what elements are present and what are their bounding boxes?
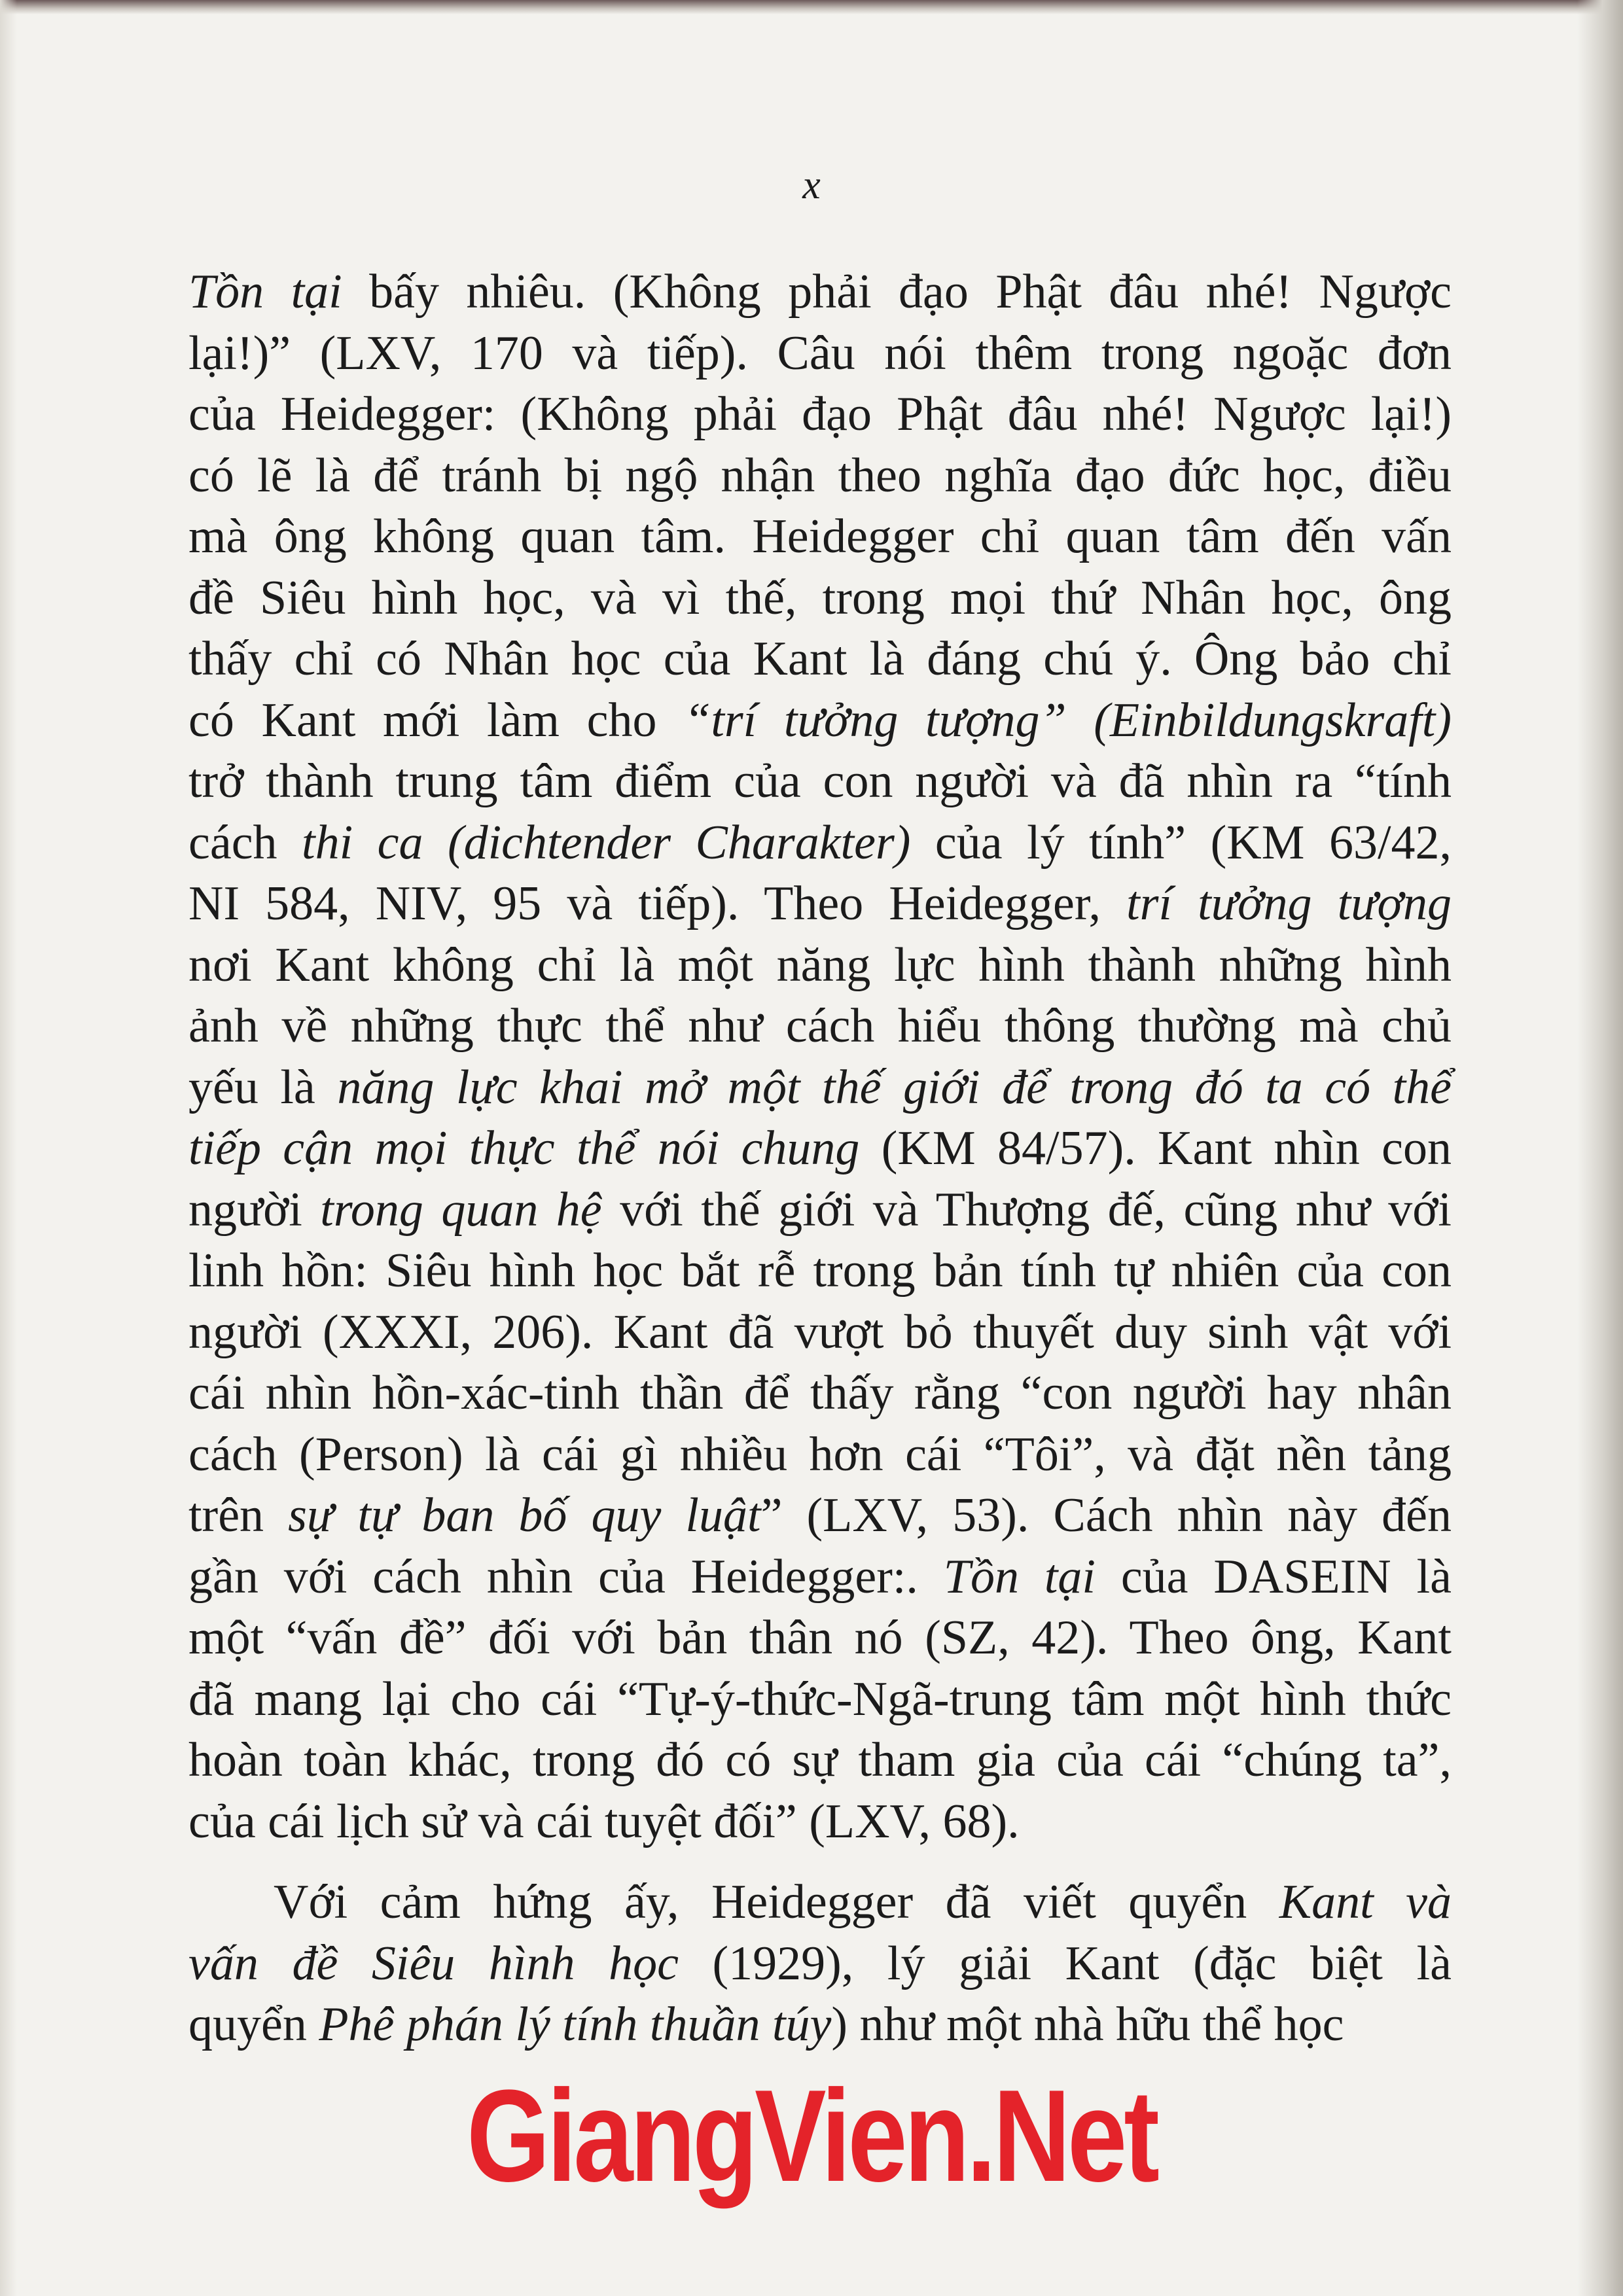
text-segment: ” (LXV, 53). Cách nhìn này đến [760, 1489, 1452, 1542]
text-line [188, 323, 1452, 385]
text-segment: trên [188, 1489, 289, 1542]
text-line [188, 1118, 1452, 1180]
text-line [188, 506, 1452, 568]
text-segment: đề Siêu hình học, và vì thế, trong mọi thứ Nhân học, ông [188, 571, 1452, 625]
page-top-edge [0, 0, 1623, 14]
text-segment: của cái lịch sử và cái tuyệt đối” (LXV, 68). [188, 1794, 1020, 1848]
text-line [188, 1608, 1452, 1669]
page-number: x [802, 163, 821, 207]
text-segment: thấy chỉ có Nhân học của Kant là đáng chú ý. Ông bảo chỉ [188, 632, 1452, 686]
text-segment: ảnh về những thực thể như cách hiểu thông thường mà chủ [188, 999, 1452, 1053]
page-right-edge [1577, 0, 1623, 2296]
text-line [188, 568, 1452, 629]
text-segment: đã mang lại cho cái “Tự-ý-thức-Ngã-trung tâm một hình thức [188, 1672, 1452, 1726]
text-line [188, 1872, 1452, 1934]
paragraph-gap [188, 1852, 1452, 1872]
italic-text: Tồn tại [943, 1549, 1096, 1604]
text-segment: bấy nhiêu. (Không phải đạo Phật đâu nhé! Ngược [342, 265, 1452, 319]
text-segment: mà ông không quan tâm. Heidegger chỉ quan tâm đến vấn [188, 510, 1452, 563]
text-segment: ) như một nhà hữu thể học [831, 1998, 1344, 2051]
text-segment: cách [188, 815, 302, 870]
italic-text: trong quan hệ [320, 1182, 602, 1237]
text-segment: quyển [188, 1998, 319, 2051]
text-segment: linh hồn: Siêu hình học bắt rễ trong bản tính tự nhiên của con [188, 1244, 1452, 1298]
italic-text: Kant và [1279, 1875, 1452, 1929]
italic-text: Tồn tại [188, 265, 342, 319]
text-segment: có lẽ là để tránh bị ngộ nhận theo nghĩa đạo đức học, điều [188, 448, 1452, 503]
text-segment: có Kant mới làm cho [188, 693, 685, 747]
text-line [188, 1547, 1452, 1608]
text-line [188, 1994, 1452, 2056]
paragraph [188, 1872, 1452, 2056]
text-segment: gần với cách nhìn của Heidegger:. [188, 1549, 944, 1604]
italic-text: trí tưởng tượng [1126, 877, 1452, 930]
italic-text: tiếp cận mọi thực thể nói chung [188, 1122, 860, 1175]
text-segment: một “vấn đề” đối với bản thân nó (SZ, 42). Theo ông, Kant [188, 1611, 1452, 1665]
text-line [188, 1730, 1452, 1792]
text-segment: của DASEIN là [1095, 1549, 1452, 1604]
text-line [188, 751, 1452, 813]
text-line [188, 1057, 1452, 1119]
text-line [188, 1241, 1452, 1302]
text-segment: hoàn toàn khác, trong đó có sự tham gia của cái “chúng ta”, [188, 1733, 1452, 1787]
text-line [188, 996, 1452, 1057]
text-segment: người (XXXI, 206). Kant đã vượt bỏ thuyết duy sinh vật với [188, 1305, 1452, 1359]
text-line [188, 629, 1452, 690]
text-line [188, 1934, 1452, 1995]
text-line [188, 935, 1452, 997]
text-segment: với thế giới và Thượng đế, cũng như với [601, 1182, 1452, 1237]
text-line [188, 262, 1452, 323]
italic-text: vấn đề Siêu hình học [188, 1936, 679, 1990]
watermark: GiangVien.Net [467, 2063, 1156, 2209]
text-line [188, 1424, 1452, 1486]
text-segment: cách (Person) là cái gì nhiều hơn cái “Tôi”, và đặt nền tảng [188, 1427, 1452, 1481]
text-line [188, 690, 1452, 752]
text-line [188, 384, 1452, 446]
text-segment: cái nhìn hồn-xác-tinh thần để thấy rằng “con người hay nhân [188, 1366, 1452, 1420]
text-line [188, 446, 1452, 507]
text-segment: nơi Kant không chỉ là một năng lực hình thành những hình [188, 938, 1452, 992]
text-line [188, 1363, 1452, 1424]
text-line [188, 1669, 1452, 1731]
italic-text: thi ca (dichtender Charakter) [302, 815, 911, 870]
italic-text: sự tự ban bố quy luật [288, 1489, 761, 1542]
text-segment: yếu là [188, 1060, 338, 1114]
text-segment: NI 584, NIV, 95 và tiếp). Theo Heidegger, [188, 877, 1127, 930]
text-segment: lại!)” (LXV, 170 và tiếp). Câu nói thêm trong ngoặc đơn [188, 326, 1452, 380]
italic-text: Phê phán lý tính thuần túy [319, 1998, 832, 2051]
text-segment: của lý tính” (KM 63/42, [910, 815, 1452, 870]
text-line [188, 1302, 1452, 1364]
text-line [188, 1180, 1452, 1241]
text-segment: người [188, 1182, 321, 1237]
paragraph [188, 262, 1452, 1852]
text-segment: (1929), lý giải Kant (đặc biệt là [678, 1936, 1452, 1990]
text-line [188, 1792, 1452, 1853]
italic-text: năng lực khai mở một thế giới để trong đó ta có thể [337, 1060, 1452, 1114]
italic-text: “trí tưởng tượng” (Einbildungskraft) [684, 693, 1452, 747]
text-line [188, 874, 1452, 935]
text-line [188, 813, 1452, 874]
page-left-edge [0, 0, 17, 2296]
text-segment: trở thành trung tâm điểm của con người và đã nhìn ra “tính [188, 754, 1452, 808]
text-line [188, 1485, 1452, 1547]
text-segment: Với cảm hứng ấy, Heidegger đã viết quyển [274, 1875, 1279, 1929]
body-text [188, 262, 1452, 2056]
text-segment: của Heidegger: (Không phải đạo Phật đâu nhé! Ngược lại!) [188, 387, 1452, 441]
text-segment: (KM 84/57). Kant nhìn con [859, 1122, 1452, 1175]
